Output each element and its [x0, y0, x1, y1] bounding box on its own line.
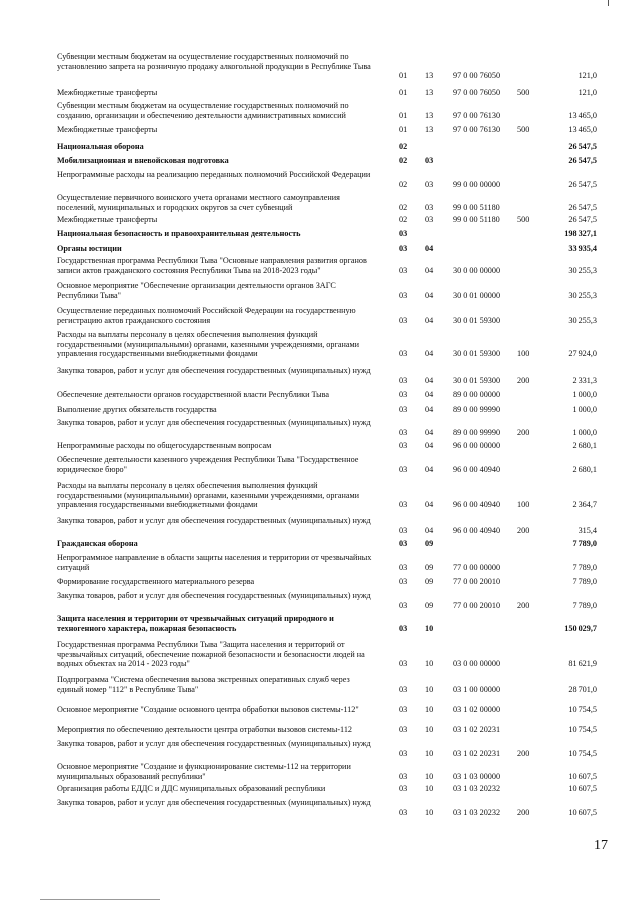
row-target-article: 03 1 02 20231	[453, 725, 501, 734]
row-subsection: 03	[425, 156, 434, 165]
row-amount: 1 000,0	[572, 405, 597, 414]
row-subsection: 09	[425, 562, 434, 572]
row-name: Мероприятия по обеспечению деятельности центра отработки вызовов системы-112	[57, 725, 353, 734]
row-target-article: 03 1 03 20232	[453, 807, 501, 817]
row-subsection: 13	[425, 110, 434, 120]
row-amount: 7 789,0	[572, 600, 597, 610]
row-name: Закупка товаров, работ и услуг для обеспечения государственных (муниципальных) нужд	[57, 418, 371, 427]
row-subsection: 09	[425, 539, 434, 548]
row-name: Обеспечение деятельности казенного учреждения Республики Тыва "Государственное юридическое бюро"	[57, 455, 359, 474]
page-number: 17	[594, 838, 608, 853]
row-amount: 10 607,5	[568, 807, 597, 817]
row-expense-type: 200	[517, 427, 530, 437]
row-amount: 26 547,5	[568, 179, 597, 189]
row-target-article: 97 0 00 76130	[453, 110, 501, 120]
row-subsection: 03	[425, 202, 434, 212]
row-section: 03	[399, 441, 408, 450]
row-expense-type: 200	[517, 375, 530, 385]
row-expense-type: 200	[517, 748, 530, 758]
row-amount: 30 255,3	[568, 265, 597, 275]
row-section: 02	[399, 142, 408, 151]
row-amount: 2 680,1	[572, 464, 597, 474]
row-name: Государственная программа Республики Тыва "Защита населения и территорий от чрезвычайных ситуаций, обеспечение пожарной безопасности и безопасности людей на водных объектах на 2014 - 2023 годы"	[57, 640, 365, 669]
row-amount: 2 680,1	[572, 441, 597, 450]
row-expense-type: 200	[517, 525, 530, 535]
row-subsection: 03	[425, 215, 434, 224]
row-target-article: 97 0 00 76050	[453, 88, 501, 97]
row-subsection: 10	[425, 771, 434, 781]
row-subsection: 04	[425, 427, 434, 437]
row-amount: 1 000,0	[572, 390, 597, 399]
row-section: 03	[399, 784, 408, 793]
row-section: 02	[399, 215, 408, 224]
row-subsection: 04	[425, 244, 434, 253]
row-amount: 2 331,3	[572, 375, 597, 385]
row-section: 02	[399, 179, 408, 189]
row-amount: 26 547,5	[568, 156, 597, 165]
row-section: 03	[399, 500, 408, 510]
row-name: Подпрограмма "Система обеспечения вызова экстренных оперативных служб через единый номер "112" в Республике Тыва"	[57, 675, 350, 694]
row-section: 03	[399, 684, 408, 694]
row-subsection: 04	[425, 405, 434, 414]
row-subsection: 10	[425, 784, 434, 793]
row-section: 03	[399, 525, 408, 535]
row-name: Закупка товаров, работ и услуг для обеспечения государственных (муниципальных) нужд	[57, 591, 371, 600]
row-section: 02	[399, 202, 408, 212]
row-name: Основное мероприятие "Создание и функционирование системы-112 на территории муниципальных образований республики"	[57, 762, 351, 781]
row-name: Межбюджетные трансферты	[57, 125, 158, 134]
row-amount: 27 924,0	[568, 349, 597, 359]
row-section: 01	[399, 88, 408, 97]
row-target-article: 77 0 00 00000	[453, 562, 501, 572]
row-amount: 1 000,0	[572, 427, 597, 437]
row-section: 02	[399, 156, 408, 165]
row-amount: 121,0	[578, 88, 597, 97]
row-section: 01	[399, 71, 408, 81]
row-subsection: 04	[425, 315, 434, 325]
row-target-article: 97 0 00 76050	[453, 71, 501, 81]
row-section: 03	[399, 705, 408, 714]
row-subsection: 04	[425, 349, 434, 359]
row-subsection: 04	[425, 265, 434, 275]
row-amount: 26 547,5	[568, 142, 597, 151]
row-section: 03	[399, 659, 408, 669]
row-amount: 26 547,5	[568, 202, 597, 212]
row-subsection: 09	[425, 577, 434, 586]
row-section: 03	[399, 349, 408, 359]
row-amount: 2 364,7	[572, 500, 597, 510]
row-subsection: 10	[425, 623, 434, 633]
row-amount: 26 547,5	[568, 215, 597, 224]
row-expense-type: 200	[517, 807, 530, 817]
row-amount: 10 754,5	[568, 705, 597, 714]
row-section: 03	[399, 315, 408, 325]
row-expense-type: 200	[517, 600, 530, 610]
row-name: Расходы на выплаты персоналу в целях обеспечения выполнения функций государственными (муниципальными) органами, казенными учреждениями, органами управления государственными внебюджетными фондами	[57, 330, 360, 359]
row-target-article: 30 0 01 00000	[453, 290, 501, 300]
row-name: Непрограммное направление в области защиты населения и территории от чрезвычайных ситуаций	[57, 553, 372, 572]
row-name: Обеспечение деятельности органов государственной власти Республики Тыва	[57, 390, 330, 399]
row-name: Осуществление переданных полномочий Российской Федерации на государственную регистрацию актов гражданского состояния	[57, 306, 356, 325]
row-expense-type: 500	[517, 88, 530, 97]
row-name: Субвенции местным бюджетам на осуществление государственных полномочий по установлению запрета на розничную продажу алкогольной продукции в Республике Тыва	[57, 52, 371, 71]
row-target-article: 03 1 02 00000	[453, 705, 501, 714]
row-target-article: 03 0 00 00000	[453, 659, 501, 669]
row-subsection: 04	[425, 525, 434, 535]
row-name: Осуществление первичного воинского учета органами местного самоуправления поселений, муниципальных и городских округов за счет субвенций	[57, 193, 340, 212]
row-amount: 7 789,0	[572, 562, 597, 572]
row-expense-type: 100	[517, 349, 530, 359]
row-target-article: 96 0 00 00000	[453, 441, 501, 450]
row-name: Национальная безопасность и правоохранительная деятельность	[57, 229, 301, 238]
row-section: 03	[399, 244, 408, 253]
row-amount: 30 255,3	[568, 290, 597, 300]
row-name: Субвенции местным бюджетам на осуществление государственных полномочий по созданию, организации и обеспечению деятельности административных комиссий	[57, 101, 349, 120]
row-section: 01	[399, 110, 408, 120]
row-subsection: 04	[425, 375, 434, 385]
row-target-article: 97 0 00 76130	[453, 125, 501, 134]
row-name: Закупка товаров, работ и услуг для обеспечения государственных (муниципальных) нужд	[57, 798, 371, 807]
row-target-article: 77 0 00 20010	[453, 600, 501, 610]
row-name: Закупка товаров, работ и услуг для обеспечения государственных (муниципальных) нужд	[57, 516, 371, 525]
row-name: Межбюджетные трансферты	[57, 215, 158, 224]
row-subsection: 04	[425, 441, 434, 450]
row-target-article: 77 0 00 20010	[453, 577, 501, 586]
row-target-article: 30 0 01 59300	[453, 349, 501, 359]
row-target-article: 99 0 00 00000	[453, 179, 501, 189]
row-section: 03	[399, 390, 408, 399]
row-name: Межбюджетные трансферты	[57, 88, 158, 97]
row-target-article: 89 0 00 99990	[453, 427, 501, 437]
row-section: 03	[399, 290, 408, 300]
row-section: 03	[399, 623, 408, 633]
row-target-article: 03 1 02 20231	[453, 748, 501, 758]
row-amount: 28 701,0	[568, 684, 597, 694]
row-section: 01	[399, 125, 408, 134]
row-section: 03	[399, 577, 408, 586]
row-amount: 33 935,4	[568, 244, 597, 253]
row-amount: 81 621,9	[568, 659, 597, 669]
row-section: 03	[399, 748, 408, 758]
row-subsection: 03	[425, 179, 434, 189]
row-name: Государственная программа Республики Тыва "Основные направления развития органов записи актов гражданского состояния Республики Тыва на 2018-2023 годы"	[57, 256, 367, 275]
row-name: Закупка товаров, работ и услуг для обеспечения государственных (муниципальных) нужд	[57, 739, 371, 748]
row-name: Органы юстиции	[57, 244, 122, 253]
row-subsection: 04	[425, 290, 434, 300]
row-subsection: 13	[425, 71, 434, 81]
row-amount: 7 789,0	[572, 577, 597, 586]
row-expense-type: 500	[517, 125, 530, 134]
row-name: Непрограммные расходы по общегосударственным вопросам	[57, 441, 272, 450]
row-subsection: 13	[425, 125, 434, 134]
row-amount: 10 607,5	[568, 784, 597, 793]
row-section: 03	[399, 265, 408, 275]
row-target-article: 99 0 00 51180	[453, 202, 500, 212]
footer-line	[40, 899, 160, 900]
row-section: 03	[399, 600, 408, 610]
row-subsection: 10	[425, 807, 434, 817]
row-section: 03	[399, 771, 408, 781]
row-target-article: 03 1 00 00000	[453, 684, 501, 694]
row-target-article: 99 0 00 51180	[453, 215, 500, 224]
row-section: 03	[399, 539, 408, 548]
row-target-article: 96 0 00 40940	[453, 500, 501, 510]
row-amount: 198 327,1	[564, 229, 597, 238]
row-name: Основное мероприятие "Обеспечение организации деятельности органов ЗАГС Республики Тыва"	[57, 281, 336, 300]
row-amount: 13 465,0	[568, 110, 597, 120]
row-subsection: 10	[425, 684, 434, 694]
row-amount: 7 789,0	[572, 539, 597, 548]
row-name: Закупка товаров, работ и услуг для обеспечения государственных (муниципальных) нужд	[57, 366, 371, 375]
row-subsection: 10	[425, 659, 434, 669]
row-name: Защита населения и территории от чрезвычайных ситуаций природного и техногенного характера, пожарная безопасность	[57, 614, 334, 633]
row-subsection: 13	[425, 88, 434, 97]
row-amount: 10 754,5	[568, 748, 597, 758]
row-target-article: 03 1 03 20232	[453, 784, 501, 793]
row-amount: 30 255,3	[568, 315, 597, 325]
row-name: Мобилизационная и вневойсковая подготовка	[57, 156, 229, 165]
row-subsection: 04	[425, 500, 434, 510]
row-amount: 10 754,5	[568, 725, 597, 734]
row-name: Национальная оборона	[57, 142, 144, 151]
row-subsection: 10	[425, 705, 434, 714]
row-target-article: 30 0 01 59300	[453, 315, 501, 325]
row-target-article: 30 0 00 00000	[453, 265, 501, 275]
row-subsection: 09	[425, 600, 434, 610]
row-subsection: 10	[425, 748, 434, 758]
page-edge-mark	[608, 0, 609, 6]
row-name: Основное мероприятие "Создание основного центра обработки вызовов системы-112"	[57, 705, 359, 714]
row-amount: 315,4	[578, 525, 597, 535]
row-section: 03	[399, 229, 408, 238]
row-target-article: 03 1 03 00000	[453, 771, 501, 781]
row-subsection: 04	[425, 464, 434, 474]
row-target-article: 89 0 00 00000	[453, 390, 501, 399]
row-amount: 13 465,0	[568, 125, 597, 134]
row-name: Гражданская оборона	[57, 539, 138, 548]
row-target-article: 96 0 00 40940	[453, 464, 501, 474]
row-section: 03	[399, 427, 408, 437]
row-name: Формирование государственного материального резерва	[57, 577, 255, 586]
row-target-article: 89 0 00 99990	[453, 405, 501, 414]
row-name: Выполнение других обязательств государства	[57, 405, 217, 414]
row-subsection: 04	[425, 390, 434, 399]
row-target-article: 96 0 00 40940	[453, 525, 501, 535]
row-section: 03	[399, 405, 408, 414]
row-section: 03	[399, 562, 408, 572]
row-amount: 10 607,5	[568, 771, 597, 781]
row-section: 03	[399, 375, 408, 385]
row-expense-type: 500	[517, 215, 530, 224]
row-section: 03	[399, 807, 408, 817]
row-amount: 150 029,7	[564, 623, 597, 633]
row-section: 03	[399, 464, 408, 474]
row-section: 03	[399, 725, 408, 734]
row-name: Организация работы ЕДДС и ДДС муниципальных образований республики	[57, 784, 326, 793]
row-name: Расходы на выплаты персоналу в целях обеспечения выполнения функций государственными (муниципальными) органами, казенными учреждениями, органами управления государственными внебюджетными фондами	[57, 481, 360, 510]
row-subsection: 10	[425, 725, 434, 734]
row-amount: 121,0	[578, 71, 597, 81]
row-expense-type: 100	[517, 500, 530, 510]
row-target-article: 30 0 01 59300	[453, 375, 501, 385]
row-name: Непрограммные расходы на реализацию переданных полномочий Российской Федерации	[57, 170, 371, 179]
